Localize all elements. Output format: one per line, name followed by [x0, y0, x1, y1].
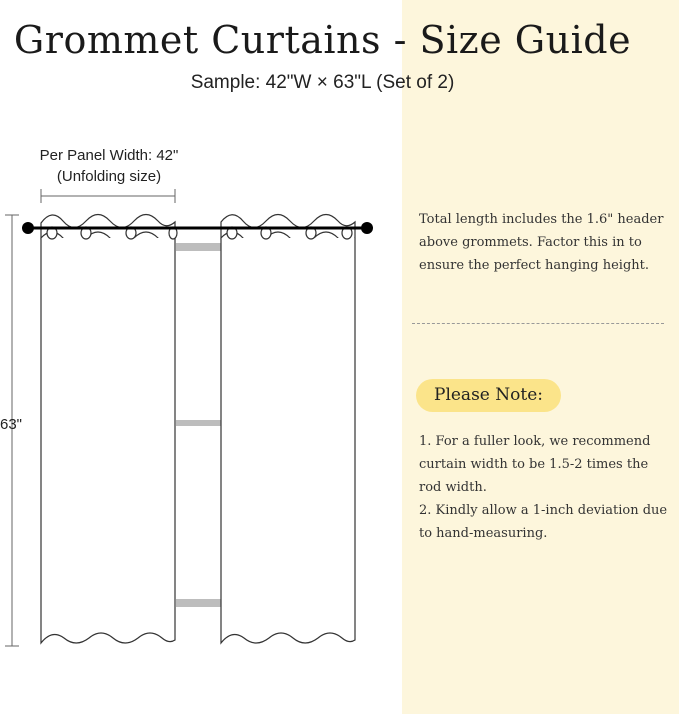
window-frame	[176, 243, 221, 607]
note-item-1: 1. For a fuller look, we recommend curtain width to be 1.5-2 times the rod width.	[419, 434, 651, 495]
dashed-divider	[412, 323, 664, 324]
notes-list	[419, 430, 674, 545]
note-item-2: 2. Kindly allow a 1-inch deviation due to hand-measuring.	[419, 503, 668, 541]
page-title: Grommet Curtains - Size Guide	[13, 18, 632, 62]
width-label-line1: Per Panel Width: 42"	[39, 147, 179, 164]
right-curtain-body	[221, 238, 355, 643]
height-label: 63"	[0, 416, 23, 433]
info-panel-background	[402, 0, 679, 714]
width-dimension-line	[41, 189, 175, 203]
note-badge: Please Note:	[416, 379, 561, 412]
length-description: Total length includes the 1.6" header above grommets. Factor this in to ensure the perfect hanging height.	[419, 212, 664, 273]
width-label-line2: (Unfolding size)	[56, 168, 162, 185]
page-subtitle: Sample: 42"W × 63"L (Set of 2)	[190, 72, 455, 93]
left-curtain-body	[41, 238, 175, 643]
